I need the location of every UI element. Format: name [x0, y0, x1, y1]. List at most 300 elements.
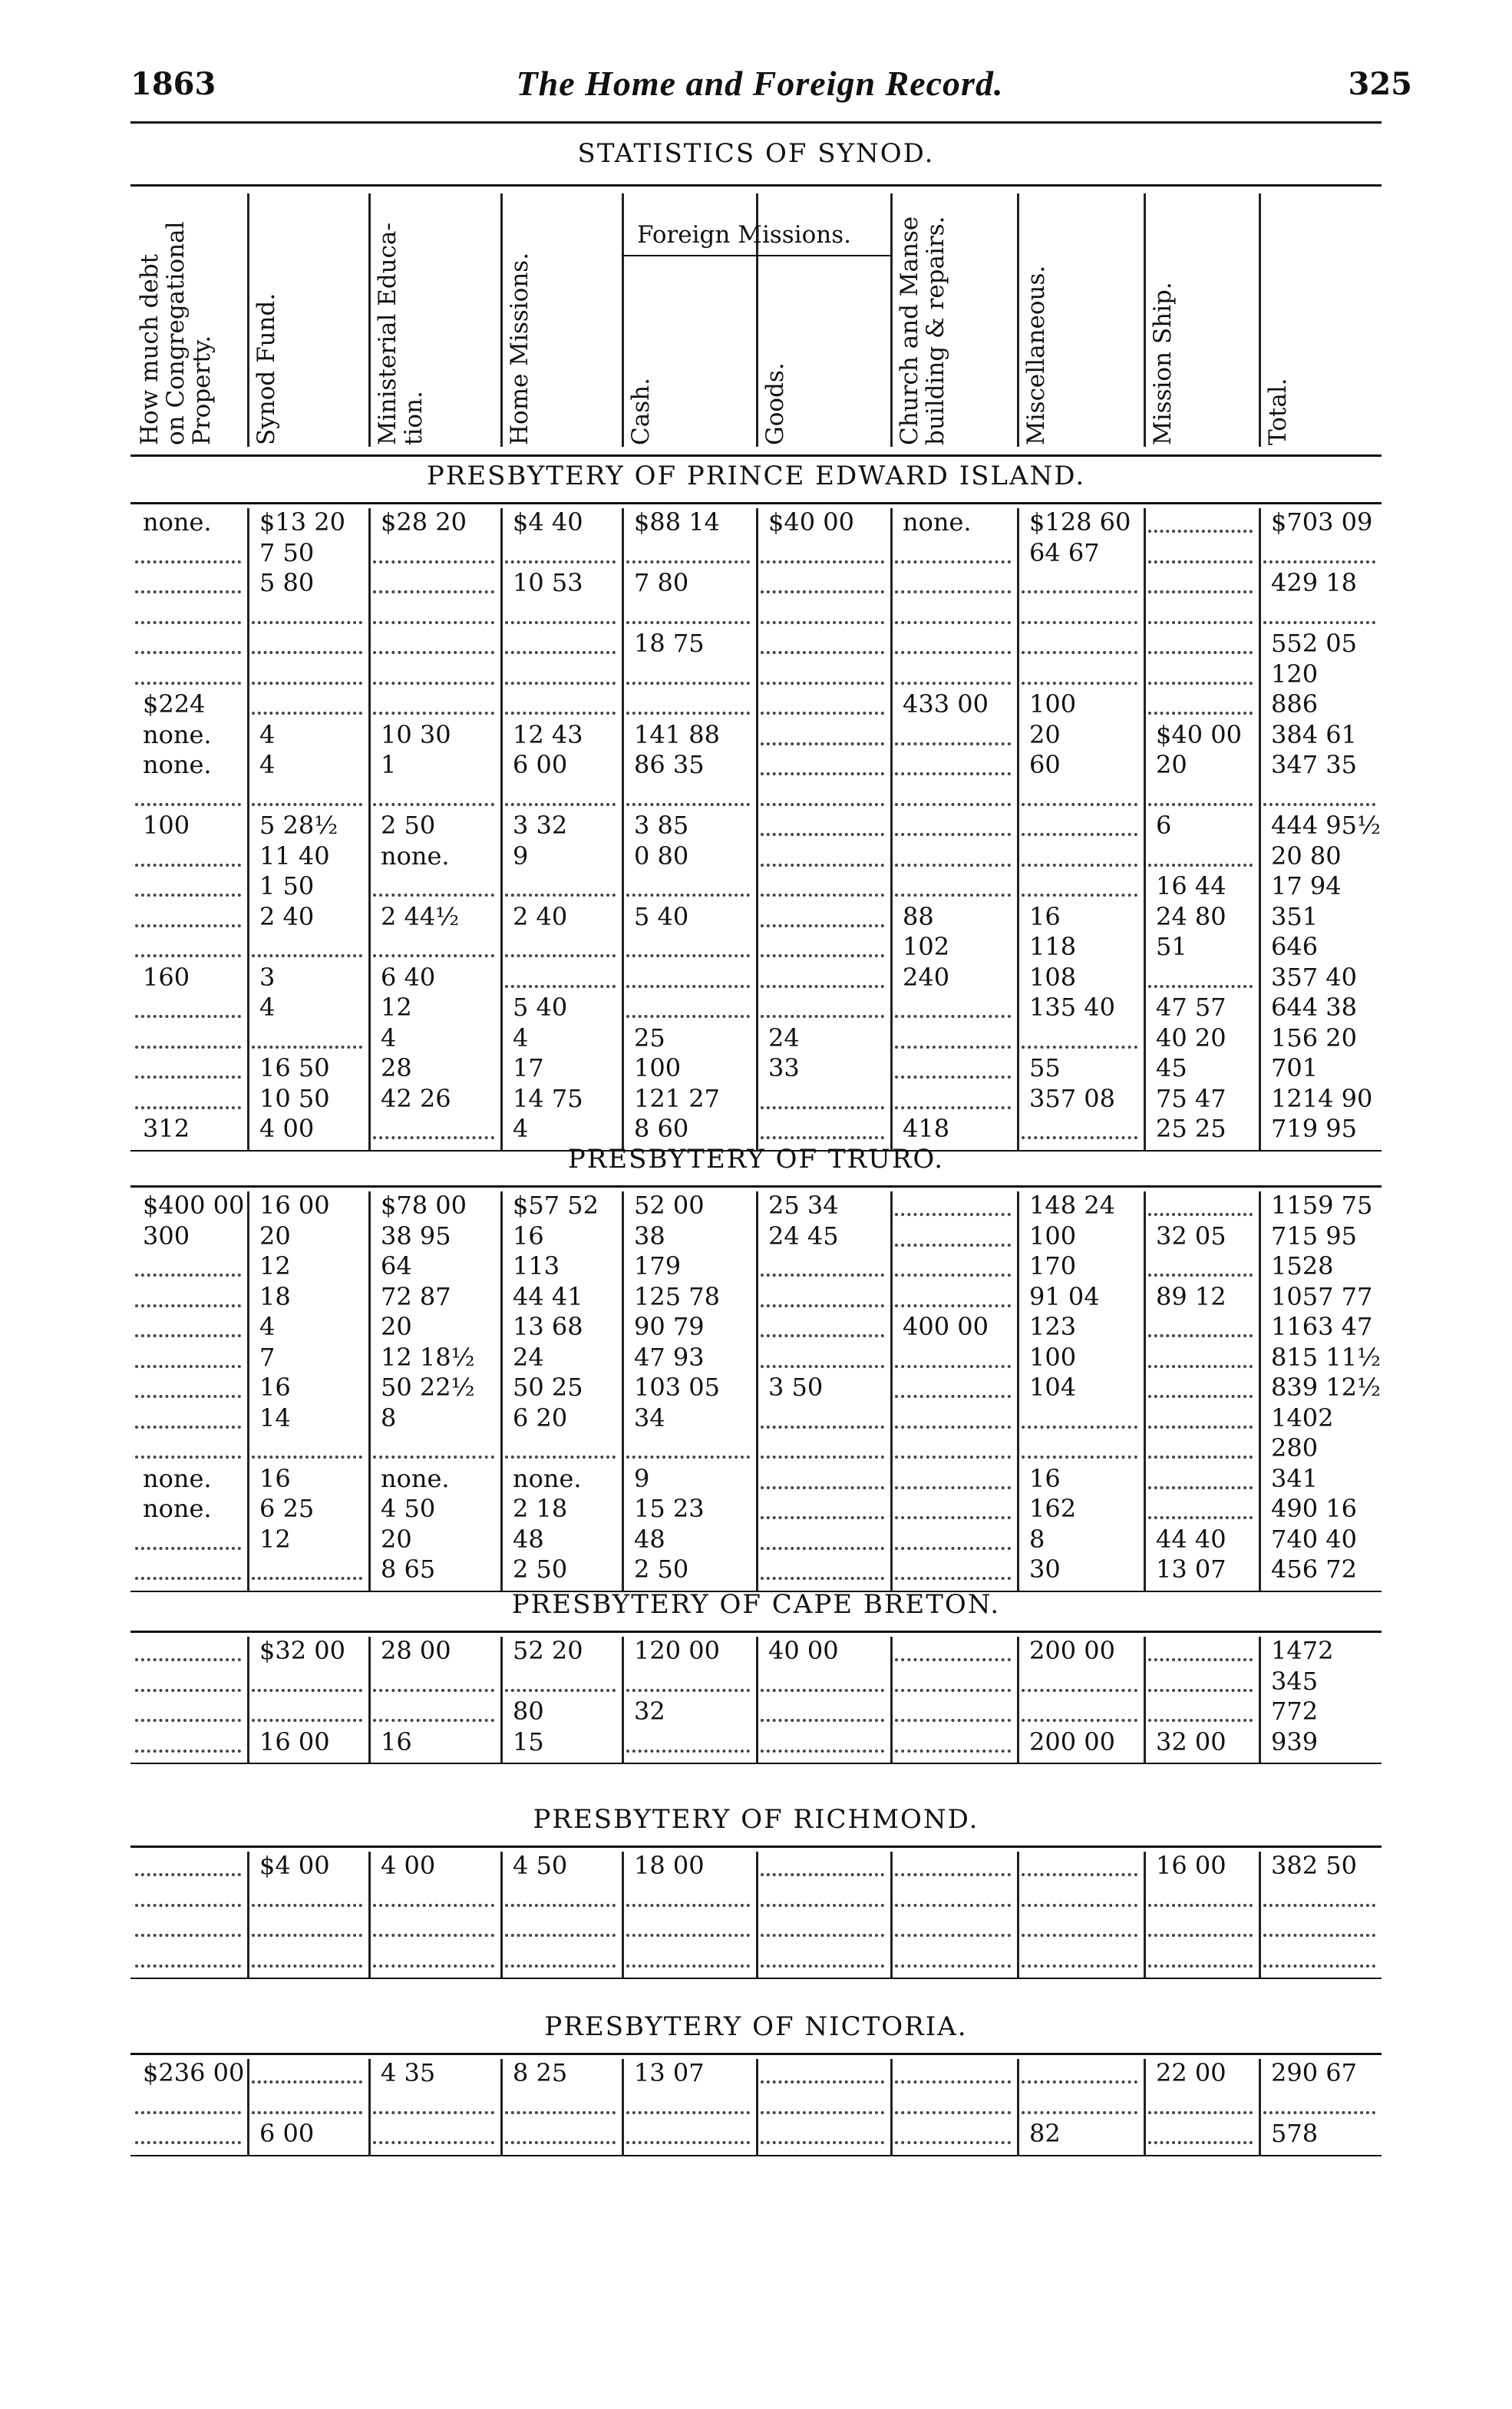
table-cell: 148 24	[1029, 1191, 1115, 1220]
table-cell: 16 44	[1156, 871, 1226, 900]
dot-leader	[135, 891, 241, 897]
dot-leader	[895, 1452, 1011, 1459]
table-cell: 38	[634, 1221, 665, 1251]
table-cell: 4 50	[513, 1851, 568, 1880]
table-cell: 89 12	[1156, 1281, 1226, 1311]
table-cell: $88 14	[634, 507, 720, 537]
table-cell: 5 40	[513, 993, 568, 1022]
table-cell: 3 85	[634, 811, 689, 840]
table-cell: 418	[903, 1114, 950, 1143]
table-cell: 52 20	[513, 1636, 583, 1665]
dot-leader	[373, 1133, 494, 1139]
dot-leader	[135, 1574, 241, 1580]
column-divider	[756, 1637, 758, 1763]
table-cell: 578	[1271, 2119, 1319, 2148]
column-header-9: Mission Ship.	[1149, 282, 1177, 445]
dot-leader	[135, 1655, 241, 1661]
table-cell: 3	[259, 962, 276, 992]
table-cell: 740 40	[1271, 1524, 1357, 1554]
header-divider	[1017, 193, 1019, 447]
table-cell: 14	[259, 1403, 291, 1433]
dot-leader	[252, 800, 362, 806]
dot-leader	[135, 557, 241, 563]
dot-leader	[135, 1331, 241, 1337]
table-cell: $13 20	[259, 507, 345, 537]
column-divider	[500, 2059, 503, 2155]
table-cell: 4	[259, 750, 276, 779]
column-header-1: Property.	[188, 335, 216, 445]
table-cell: 12	[381, 993, 412, 1022]
table-cell: 16	[381, 1727, 412, 1756]
table-cell: 384 61	[1271, 719, 1357, 749]
table-cell: 24 45	[768, 1221, 839, 1251]
table-cell: 38 95	[381, 1221, 451, 1251]
dot-leader	[1022, 587, 1137, 593]
dot-leader	[1022, 861, 1137, 867]
table-cell: 456 72	[1271, 1555, 1357, 1584]
table-cell: 121 27	[634, 1083, 720, 1113]
table-cell: 2 44½	[381, 901, 460, 931]
table-cell: 433 00	[903, 689, 989, 719]
dot-leader	[761, 679, 884, 685]
table-cell: 91 04	[1029, 1281, 1100, 1311]
dot-leader	[505, 1686, 616, 1692]
section-top-rule	[130, 1185, 1382, 1188]
column-divider	[1017, 1852, 1019, 1978]
dot-leader	[1022, 800, 1137, 806]
table-cell: 141 88	[634, 719, 720, 749]
table-cell: 123	[1029, 1312, 1077, 1341]
column-divider	[890, 2059, 893, 2155]
table-cell: 4	[259, 719, 276, 749]
dot-leader	[895, 1901, 1011, 1907]
dot-leader	[761, 800, 884, 806]
table-cell: 120 00	[634, 1636, 720, 1665]
dot-leader	[761, 1686, 884, 1692]
table-cell: none.	[381, 1463, 450, 1493]
dot-leader	[135, 951, 241, 957]
dot-leader	[252, 2077, 362, 2084]
table-cell: 60	[1029, 750, 1061, 779]
column-header-1: on Congregational	[162, 221, 190, 445]
table-cell: 55	[1029, 1053, 1061, 1082]
dot-leader	[1263, 557, 1375, 563]
dot-leader	[1148, 1655, 1253, 1661]
table-cell: 357 40	[1271, 962, 1357, 992]
column-divider	[1259, 1191, 1261, 1591]
dot-leader	[895, 1072, 1011, 1079]
table-cell: 24	[513, 1342, 544, 1372]
dot-leader	[252, 1574, 362, 1580]
table-cell: 7	[259, 1342, 276, 1372]
dot-leader	[1148, 982, 1253, 988]
dot-leader	[1148, 1931, 1253, 1937]
dot-leader	[135, 1103, 241, 1109]
table-cell: 345	[1271, 1666, 1319, 1696]
dot-leader	[373, 1452, 494, 1459]
table-cell: 100	[1029, 1342, 1077, 1372]
dot-leader	[895, 739, 1011, 745]
dot-leader	[1022, 1043, 1137, 1049]
table-cell: none.	[143, 507, 212, 537]
table-cell: 28	[381, 1053, 412, 1082]
table-cell: 113	[513, 1251, 560, 1281]
column-divider	[890, 1852, 893, 1978]
table-cell: 64 67	[1029, 537, 1100, 567]
table-cell: 200 00	[1029, 1636, 1115, 1665]
dot-leader	[895, 2138, 1011, 2144]
table-cell: 20	[381, 1524, 412, 1554]
table-cell: 1214 90	[1271, 1083, 1373, 1113]
dot-leader	[761, 1931, 884, 1937]
table-cell: 6 40	[381, 962, 436, 992]
dot-leader	[626, 679, 750, 685]
table-cell: 300	[143, 1221, 190, 1251]
column-divider	[622, 1637, 624, 1763]
dot-leader	[252, 709, 362, 715]
table-cell: none.	[143, 1494, 212, 1523]
table-cell: 2 40	[259, 901, 315, 931]
column-divider	[500, 508, 503, 1150]
table-cell: 80	[513, 1697, 544, 1726]
dot-leader	[626, 800, 750, 806]
table-cell: 12	[259, 1524, 291, 1554]
table-cell: 25	[634, 1023, 665, 1052]
table-cell: 2 18	[513, 1494, 568, 1523]
dot-leader	[895, 861, 1011, 867]
table-cell: 42 26	[381, 1083, 451, 1113]
table-cell: 10 53	[513, 568, 583, 597]
dot-leader	[1148, 1686, 1253, 1692]
column-divider	[1017, 508, 1019, 1150]
column-divider	[368, 1852, 371, 1978]
column-header-6: Goods.	[761, 362, 789, 445]
column-divider	[500, 1191, 503, 1591]
column-divider	[1259, 1637, 1261, 1763]
dot-leader	[761, 557, 884, 563]
dot-leader	[761, 1301, 884, 1307]
dot-leader	[761, 982, 884, 988]
dot-leader	[895, 1686, 1011, 1692]
table-cell: 52 00	[634, 1191, 705, 1220]
dot-leader	[505, 618, 616, 624]
dot-leader	[135, 1392, 241, 1398]
table-cell: 104	[1029, 1373, 1077, 1402]
dot-leader	[626, 1961, 750, 1968]
dot-leader	[1022, 1686, 1137, 1692]
table-cell: 1159 75	[1271, 1191, 1373, 1220]
table-cell: 16 00	[1156, 1851, 1226, 1880]
header-divider	[247, 193, 249, 447]
page-year: 1863	[130, 66, 216, 102]
table-cell: 719 95	[1271, 1114, 1357, 1143]
foreign-missions-rule	[622, 255, 890, 256]
dot-leader	[895, 830, 1011, 836]
dot-leader	[135, 1686, 241, 1692]
column-divider	[756, 1852, 758, 1978]
table-cell: 22 00	[1156, 2058, 1226, 2087]
dot-leader	[895, 1655, 1011, 1661]
column-divider	[622, 1852, 624, 1978]
table-cell: 351	[1271, 901, 1319, 931]
table-cell: 4 00	[259, 1114, 315, 1143]
table-cell: none.	[143, 1463, 212, 1493]
dot-leader	[626, 557, 750, 563]
table-cell: 444 95½	[1271, 811, 1381, 840]
table-cell: $4 40	[513, 507, 583, 537]
column-divider	[247, 2059, 249, 2155]
table-cell: 772	[1271, 1697, 1319, 1726]
dot-leader	[1148, 1452, 1253, 1459]
dot-leader	[1148, 1483, 1253, 1489]
dot-leader	[761, 2138, 884, 2144]
table-cell: 4 00	[381, 1851, 436, 1880]
table-cell: 20 80	[1271, 841, 1342, 871]
table-cell: 16	[513, 1221, 544, 1251]
table-cell: 382 50	[1271, 1851, 1357, 1880]
table-cell: $32 00	[259, 1636, 345, 1665]
dot-leader	[895, 769, 1011, 775]
table-cell: 8 60	[634, 1114, 689, 1143]
dot-leader	[1148, 1271, 1253, 1277]
table-cell: 160	[143, 962, 190, 992]
table-cell: 886	[1271, 689, 1319, 719]
table-cell: 16 00	[259, 1191, 330, 1220]
table-cell: 5 40	[634, 901, 689, 931]
dot-leader	[895, 1483, 1011, 1489]
dot-leader	[505, 2138, 616, 2144]
table-cell: 0 80	[634, 841, 689, 871]
dot-leader	[373, 951, 494, 957]
dot-leader	[761, 1452, 884, 1459]
header-divider	[500, 193, 503, 447]
dot-leader	[1148, 587, 1253, 593]
dot-leader	[1022, 1452, 1137, 1459]
dot-leader	[761, 1513, 884, 1519]
column-divider	[368, 2059, 371, 2155]
table-cell: 32	[634, 1697, 665, 1726]
dot-leader	[895, 1210, 1011, 1216]
table-cell: 20	[1156, 750, 1187, 779]
table-cell: 24	[768, 1023, 800, 1052]
table-cell: 5 80	[259, 568, 315, 597]
table-cell: 45	[1156, 1053, 1187, 1082]
dot-leader	[1148, 1423, 1253, 1429]
dot-leader	[373, 618, 494, 624]
dot-leader	[1148, 1961, 1253, 1968]
dot-leader	[626, 1901, 750, 1907]
table-cell: 44 41	[513, 1281, 583, 1311]
dot-leader	[252, 1931, 362, 1937]
table-cell: $400 00	[143, 1191, 245, 1220]
table-cell: 118	[1029, 932, 1077, 961]
table-cell: 4	[513, 1023, 529, 1052]
dot-leader	[1148, 1210, 1253, 1216]
dot-leader	[135, 1716, 241, 1722]
dot-leader	[626, 891, 750, 897]
dot-leader	[505, 709, 616, 715]
dot-leader	[761, 1103, 884, 1109]
table-cell: 40 20	[1156, 1023, 1226, 1052]
dot-leader	[252, 1901, 362, 1907]
column-header-4: Home Missions.	[506, 252, 533, 445]
table-cell: 290 67	[1271, 2058, 1357, 2087]
dot-leader	[895, 1012, 1011, 1018]
section-title: PRESBYTERY OF NICTORIA.	[544, 2011, 968, 2042]
table-cell: 3 50	[768, 1373, 824, 1402]
table-cell: 1163 47	[1271, 1312, 1373, 1341]
dot-leader	[1263, 1931, 1375, 1937]
table-cell: 16 50	[259, 1053, 330, 1082]
dot-leader	[373, 648, 494, 654]
column-divider	[756, 508, 758, 1150]
dot-leader	[252, 648, 362, 654]
table-cell: 14 75	[513, 1083, 583, 1113]
table-cell: 86 35	[634, 750, 705, 779]
dot-leader	[895, 1103, 1011, 1109]
dot-leader	[895, 1574, 1011, 1580]
table-cell: 815 11½	[1271, 1342, 1381, 1372]
column-divider	[1259, 508, 1261, 1150]
dot-leader	[895, 618, 1011, 624]
dot-leader	[761, 1133, 884, 1139]
table-cell: $128 60	[1029, 507, 1131, 537]
dot-leader	[895, 1870, 1011, 1876]
dot-leader	[1263, 2108, 1375, 2114]
dot-leader	[895, 1544, 1011, 1550]
table-cell: 10 30	[381, 719, 451, 749]
table-title: STATISTICS OF SYNOD.	[577, 138, 935, 169]
table-cell: 16 00	[259, 1727, 330, 1756]
header-divider	[890, 193, 893, 447]
table-cell: 10 50	[259, 1083, 330, 1113]
dot-leader	[1022, 1133, 1137, 1139]
dot-leader	[252, 1686, 362, 1692]
table-cell: 25 34	[768, 1191, 839, 1220]
column-divider	[1144, 1637, 1146, 1763]
dot-leader	[373, 557, 494, 563]
table-cell: 490 16	[1271, 1494, 1357, 1523]
section-bottom-rule	[130, 1763, 1382, 1764]
table-cell: 170	[1029, 1251, 1077, 1281]
dot-leader	[761, 1716, 884, 1722]
column-divider	[890, 1637, 893, 1763]
dot-leader	[505, 557, 616, 563]
table-cell: 135 40	[1029, 993, 1115, 1022]
table-cell: 5 28½	[259, 811, 338, 840]
table-cell: 18 75	[634, 629, 705, 658]
section-title: PRESBYTERY OF PRINCE EDWARD ISLAND.	[426, 461, 1086, 491]
dot-leader	[895, 587, 1011, 593]
dot-leader	[505, 891, 616, 897]
column-divider	[1259, 1852, 1261, 1978]
column-divider	[500, 1637, 503, 1763]
column-divider	[368, 1191, 371, 1591]
dot-leader	[761, 769, 884, 775]
table-cell: 34	[634, 1403, 665, 1433]
dot-leader	[895, 648, 1011, 654]
table-cell: 25 25	[1156, 1114, 1226, 1143]
dot-leader	[626, 1012, 750, 1018]
column-header-5: Cash.	[627, 378, 655, 445]
dot-leader	[1148, 527, 1253, 533]
table-cell: 20	[259, 1221, 291, 1251]
dot-leader	[505, 951, 616, 957]
column-divider	[622, 508, 624, 1150]
dot-leader	[895, 891, 1011, 897]
table-cell: 20	[381, 1312, 412, 1341]
table-cell: 1472	[1271, 1636, 1334, 1665]
column-header-10: Total.	[1264, 378, 1292, 445]
column-divider	[756, 1191, 758, 1591]
table-cell: 6 25	[259, 1494, 315, 1523]
dot-leader	[761, 951, 884, 957]
section-bottom-rule	[130, 1978, 1382, 1979]
column-header-3: Ministerial Educa-	[374, 223, 401, 445]
table-cell: none.	[143, 719, 212, 749]
table-cell: 8	[381, 1403, 397, 1433]
table-cell: 429 18	[1271, 568, 1357, 597]
section-top-rule	[130, 502, 1382, 504]
dot-leader	[135, 1901, 241, 1907]
table-cell: 6 00	[513, 750, 568, 779]
dot-leader	[1148, 1392, 1253, 1398]
dot-leader	[135, 1362, 241, 1368]
table-cell: 4	[259, 993, 276, 1022]
table-cell: 11 40	[259, 841, 330, 871]
dot-leader	[135, 1746, 241, 1753]
dot-leader	[1148, 618, 1253, 624]
table-cell: 3 32	[513, 811, 568, 840]
table-cell: 400 00	[903, 1312, 989, 1341]
dot-leader	[373, 1716, 494, 1722]
table-cell: 347 35	[1271, 750, 1357, 779]
header-divider	[368, 193, 371, 447]
dot-leader	[1022, 679, 1137, 685]
table-cell: 701	[1271, 1053, 1319, 1082]
table-cell: 16	[259, 1373, 291, 1402]
dot-leader	[761, 830, 884, 836]
dot-leader	[1022, 1716, 1137, 1722]
column-divider	[756, 2059, 758, 2155]
table-cell: none.	[513, 1463, 582, 1493]
dot-leader	[895, 557, 1011, 563]
dot-leader	[626, 2108, 750, 2114]
dot-leader	[505, 2108, 616, 2114]
dot-leader	[895, 1241, 1011, 1247]
table-top-rule	[130, 184, 1382, 187]
dot-leader	[1022, 1870, 1137, 1876]
column-divider	[1259, 2059, 1261, 2155]
dot-leader	[373, 891, 494, 897]
table-cell: 8 25	[513, 2058, 568, 2087]
table-cell: 839 12½	[1271, 1373, 1381, 1402]
dot-leader	[373, 679, 494, 685]
dot-leader	[761, 1544, 884, 1550]
dot-leader	[1148, 1901, 1253, 1907]
dot-leader	[505, 1901, 616, 1907]
dot-leader	[373, 587, 494, 593]
table-cell: 357 08	[1029, 1083, 1115, 1113]
column-divider	[1144, 2059, 1146, 2155]
table-cell: 100	[1029, 1221, 1077, 1251]
table-cell: 44 40	[1156, 1524, 1226, 1554]
dot-leader	[373, 2108, 494, 2114]
page-number: 325	[1348, 66, 1412, 102]
table-cell: 7 50	[259, 537, 315, 567]
column-divider	[1144, 508, 1146, 1150]
column-header-7: Church and Manse	[896, 216, 923, 445]
